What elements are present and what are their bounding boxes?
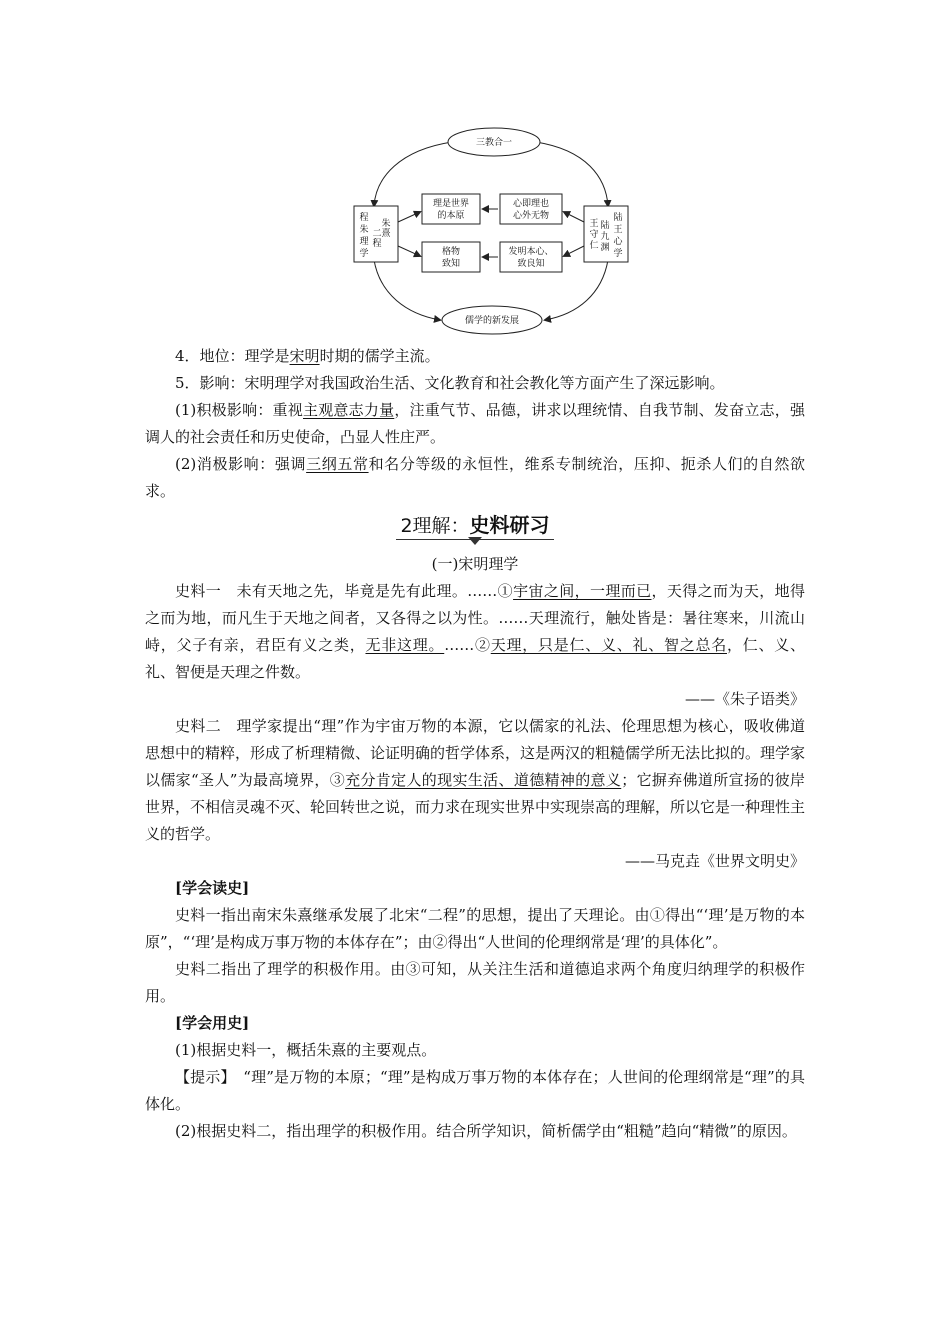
svg-text:朱: 朱 bbox=[381, 219, 391, 229]
svg-text:发明本心、: 发明本心、 bbox=[508, 247, 554, 257]
svg-text:致良知: 致良知 bbox=[517, 259, 545, 269]
source-1-cite: ——《朱子语类》 bbox=[684, 690, 805, 708]
question-1: (1)根据史料一，概括朱熹的主要观点。 bbox=[175, 1041, 437, 1059]
top-node-text: 三教合一 bbox=[475, 138, 513, 148]
svg-text:陆: 陆 bbox=[600, 221, 610, 231]
item-5: 5．影响：宋明理学对我国政治生活、文化教育和社会教化等方面产生了深远影响。 bbox=[175, 374, 725, 392]
svg-text:熹: 熹 bbox=[381, 229, 391, 239]
source-2-cite: ——马克垚《世界文明史》 bbox=[624, 852, 805, 870]
svg-text:程: 程 bbox=[359, 213, 369, 223]
section-arrow-icon bbox=[468, 537, 482, 545]
svg-text:二: 二 bbox=[372, 229, 382, 239]
read-heading: [学会读史] bbox=[175, 879, 250, 897]
svg-text:朱: 朱 bbox=[359, 225, 369, 235]
svg-text:理: 理 bbox=[359, 237, 369, 247]
bottom-node-text: 儒学的新发展 bbox=[464, 316, 520, 326]
section-heading: 2理解：史料研习 bbox=[145, 509, 805, 551]
svg-text:王: 王 bbox=[613, 225, 623, 235]
hint: 【提示】 “理”是万物的本原；“理”是构成万事万物的本体存在；人世间的伦理纲常是“理”的具体化。 bbox=[145, 1068, 805, 1113]
svg-text:的本原: 的本原 bbox=[437, 211, 465, 221]
svg-text:心: 心 bbox=[613, 237, 623, 247]
svg-text:守: 守 bbox=[589, 230, 599, 240]
positive-impact: (1)积极影响：重视主观意志力量，注重气节、品德，讲求以理统情、自我节制、发奋立志，强调人的社会责任和历史使命，凸显人性庄严。 bbox=[145, 401, 805, 446]
svg-text:九: 九 bbox=[600, 232, 610, 242]
hint-label: 【提示】 bbox=[175, 1068, 229, 1086]
svg-text:王: 王 bbox=[589, 219, 599, 229]
source-1: 史料一 未有天地之先，毕竟是先有此理。……①宇宙之间，一理而已，天得之而为天，地得之而为地，而凡生于天地之间者，又各得之以为性。……天理流行，触处皆是：暑往寒来，川流山峙，父子有亲，君臣有义之类，无非这理。……②天理，只是仁、义、礼、智之总名，仁、义、礼、智便是天理之件数。 bbox=[145, 582, 805, 681]
svg-text:学: 学 bbox=[359, 249, 369, 259]
svg-text:致知: 致知 bbox=[441, 259, 461, 269]
read-p1: 史料一指出南宋朱熹继承发展了北宋“二程”的思想，提出了天理论。由①得出“‘理’是万物的本原”，“‘理’是构成万事万物的本体存在”；由②得出“人世间的伦理纲常是‘理’的具体化”。 bbox=[145, 906, 805, 951]
svg-text:仁: 仁 bbox=[589, 241, 599, 251]
source-2: 史料二 理学家提出“理”作为宇宙万物的本源，它以儒家的礼法、伦理思想为核心，吸收佛道思想中的精粹，形成了析理精微、论证明确的哲学体系，这是两汉的粗糙儒学所无法比拟的。理学家以儒家“圣人”为最高境界，③充分肯定人的现实生活、道德精神的意义；它摒弃佛道所宣扬的彼岸世界，不相信灵魂不灭、轮回转世之说，而力求在现实世界中实现崇高的理解，所以它是一种理性主义的哲学。 bbox=[145, 717, 806, 843]
svg-text:学: 学 bbox=[613, 249, 623, 259]
svg-text:心外无物: 心外无物 bbox=[512, 211, 550, 221]
question-2: (2)根据史料二，指出理学的积极作用。结合所学知识，简析儒学由“粗糙”趋向“精微”的原因。 bbox=[175, 1122, 797, 1140]
svg-text:程: 程 bbox=[372, 239, 382, 249]
read-p2: 史料二指出了理学的积极作用。由③可知，从关注生活和道德追求两个角度归纳理学的积极作用。 bbox=[145, 960, 805, 1005]
item-4: 4．地位：理学是宋明时期的儒学主流。 bbox=[175, 347, 440, 365]
svg-text:心即理也: 心即理也 bbox=[512, 199, 550, 209]
svg-text:陆: 陆 bbox=[613, 213, 623, 223]
svg-text:格物: 格物 bbox=[441, 247, 461, 257]
concept-diagram bbox=[340, 122, 640, 342]
svg-text:渊: 渊 bbox=[600, 243, 610, 253]
svg-text:理是世界: 理是世界 bbox=[432, 199, 470, 209]
subsection-title: (一)宋明理学 bbox=[431, 555, 519, 573]
negative-impact: (2)消极影响：强调三纲五常和名分等级的永恒性，维系专制统治，压抑、扼杀人们的自然欲求。 bbox=[145, 455, 805, 500]
main-content bbox=[145, 343, 805, 1145]
use-heading: [学会用史] bbox=[175, 1014, 250, 1032]
diagram-svg bbox=[340, 122, 640, 342]
